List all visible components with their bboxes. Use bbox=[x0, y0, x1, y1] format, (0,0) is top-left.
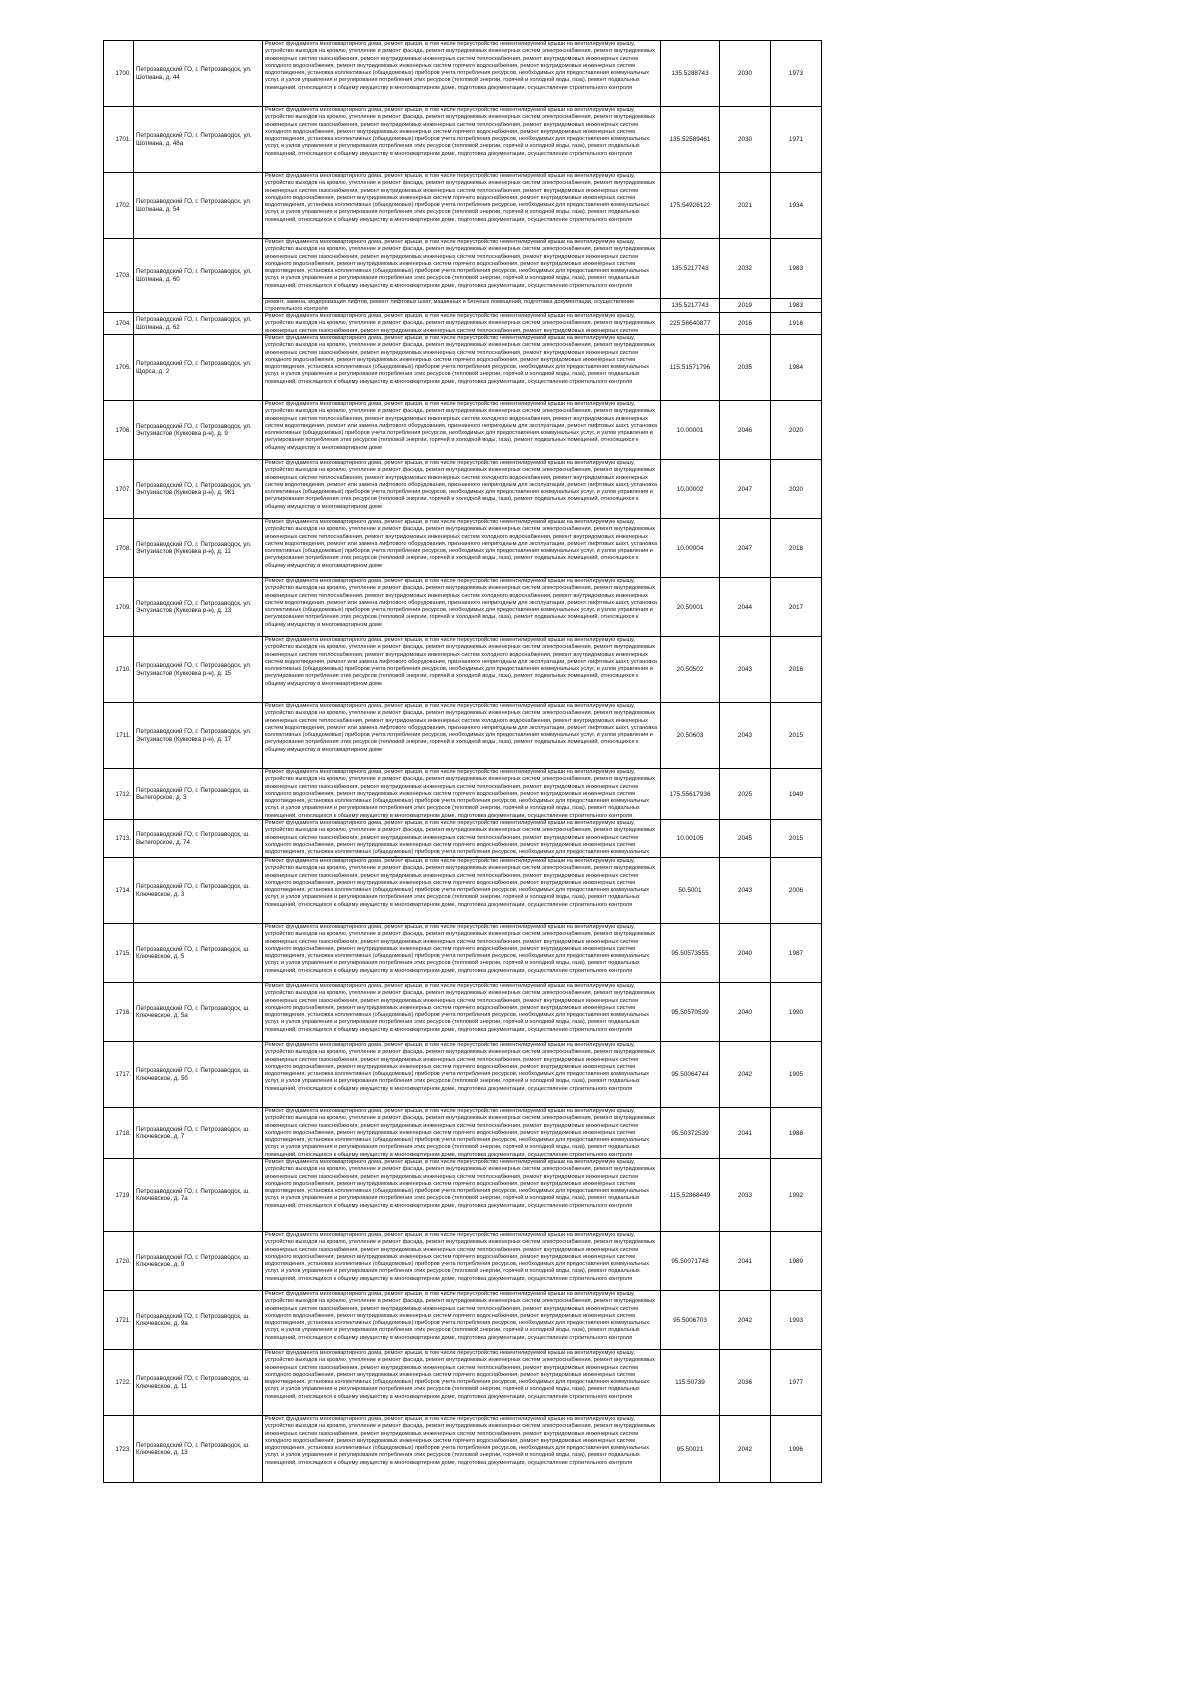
works-cell bbox=[263, 299, 661, 313]
year-cell: 2035 bbox=[720, 335, 771, 401]
works-cell bbox=[263, 578, 661, 637]
row-number-cell: 1720. bbox=[104, 1232, 134, 1291]
works-text: Ремонт фундамента многоквартирного дома, ремонт крыши, в том числе переустройство невентилируемой крыши на вентилируемую крышу, устройство выходов на кровлю, утепление и ремонт фасада, ремонт внутридомовых инженерных систем электроснабжения, ремонт внутридомовых инженерных систем газоснабжения, ремонт внутридомовых инженерных систем теплоснабжения, ремонт внутридомовых инженерных систем холодного водоснабжения, ремонт внутридомовых инженерных систем горячего водоснабжения, ремонт внутридомовых инженерных систем водоотведения, установка коллективных (общедомовых) приборов учета потребления ресурсов, необходимых для предоставления коммунальных услуг, и узлов управления и регулирования потребления этих ресурсов (тепловой энергии, горячей и холодной воды, газа), ремонт подвальных помещений, относящихся к общему имуществу в многоквартирном доме, подготовка документации, осуществление строительного контроля bbox=[265, 858, 655, 908]
works-text: Ремонт фундамента многоквартирного дома, ремонт крыши, в том числе переустройство невентилируемой крыши на вентилируемую крышу, устройство выходов на кровлю, утепление и ремонт фасада, ремонт внутридомовых инженерных систем электроснабжения, ремонт внутридомовых инженерных систем теплоснабжения, ремонт внутридомовых инженерных систем холодного водоснабжения, ремонт внутридомовых инженерных систем водоотведения, ремонт или замена лифтового оборудования, признанного непригодным для эксплуатации, ремонт лифтовых шахт, установка коллективных (общедомовых) приборов учета потребления ресурсов, необходимых для предоставления коммунальных услуг, и узлов управления и регулирования потребления этих ресурсов (тепловой энергии, горячей и холодной воды, газа), ремонт подвальных помещений, относящихся к общему имуществу в многоквартирном доме bbox=[265, 578, 658, 628]
year-cell: 2030 bbox=[720, 41, 771, 107]
works-cell bbox=[263, 335, 661, 401]
works-text: Ремонт фундамента многоквартирного дома, ремонт крыши, в том числе переустройство невентилируемой крыши на вентилируемую крышу, устройство выходов на кровлю, утепление и ремонт фасада, ремонт внутридомовых инженерных систем электроснабжения, ремонт внутридомовых инженерных систем газоснабжения, ремонт внутридомовых инженерных систем теплоснабжения, ремонт внутридомовых инженерных систем холодного водоснабжения, ремонт внутридомовых инженерных систем горячего водоснабжения, ремонт внутридомовых инженерных систем водоотведения, установка коллективных (общедомовых) приборов учета потребления ресурсов, необходимых для предоставления коммунальных услуг, и узлов управления и регулирования потребления этих ресурсов (тепловой энергии, горячей и холодной воды, газа), ремонт подвальных помещений, относящихся к общему имуществу в многоквартирном доме, подготовка документации, осуществление строительного контроля bbox=[265, 924, 655, 974]
built-cell: 1949 bbox=[771, 769, 822, 820]
cost-cell: 95.5006703 bbox=[661, 1291, 720, 1350]
table-row bbox=[104, 578, 822, 637]
row-number-cell: 1718. bbox=[104, 1108, 134, 1159]
year-cell: 2041 bbox=[720, 1232, 771, 1291]
address-cell: Петрозаводский ГО, г. Петрозаводск, ул. Энтузиастов (Кукковка р-н), д. 15 bbox=[134, 637, 263, 703]
built-cell: 1934 bbox=[771, 173, 822, 239]
table-row bbox=[104, 820, 822, 858]
address-cell: Петрозаводский ГО, г. Петрозаводск, ш. Ключевское, д. 7а bbox=[134, 1159, 263, 1232]
cost-cell: 10.00002 bbox=[661, 460, 720, 519]
cost-cell: 135.5217743 bbox=[661, 299, 720, 313]
works-cell bbox=[263, 703, 661, 769]
cost-cell: 20.50502 bbox=[661, 637, 720, 703]
row-number-cell: 1714. bbox=[104, 858, 134, 924]
works-text: Ремонт фундамента многоквартирного дома, ремонт крыши, в том числе переустройство невентилируемой крыши на вентилируемую крышу, устройство выходов на кровлю, утепление и ремонт фасада, ремонт внутридомовых инженерных систем электроснабжения, ремонт внутридомовых инженерных систем газоснабжения, ремонт внутридомовых инженерных систем теплоснабжения, ремонт внутридомовых инженерных систем холодного водоснабжения, ремонт внутридомовых инженерных систем горячего водоснабжения, ремонт внутридомовых инженерных систем водоотведения, установка коллективных (общедомовых) приборов учета потребления ресурсов, необходимых для предоставления коммунальных услуг, и узлов управления и регулирования потребления этих ресурсов (тепловой энергии, горячей и холодной воды, газа), ремонт подвальных помещений, относящихся к общему имуществу в многоквартирном доме, подготовка документации, осуществление строительного контроля bbox=[265, 41, 655, 91]
year-cell: 2044 bbox=[720, 578, 771, 637]
table-row bbox=[104, 460, 822, 519]
row-number-cell: 1711. bbox=[104, 703, 134, 769]
cost-cell: 10.00004 bbox=[661, 519, 720, 578]
works-cell bbox=[263, 1159, 661, 1232]
address-cell: Петрозаводский ГО, г. Петрозаводск, ш. Ключевское, д. 13 bbox=[134, 1416, 263, 1483]
works-text: Ремонт фундамента многоквартирного дома, ремонт крыши, в том числе переустройство невентилируемой крыши на вентилируемую крышу, устройство выходов на кровлю, утепление и ремонт фасада, ремонт внутридомовых инженерных систем электроснабжения, ремонт внутридомовых инженерных систем теплоснабжения, ремонт внутридомовых инженерных систем холодного водоснабжения, ремонт внутридомовых инженерных систем водоотведения, ремонт или замена лифтового оборудования, признанного непригодным для эксплуатации, ремонт лифтовых шахт, установка коллективных (общедомовых) приборов учета потребления ресурсов, необходимых для предоставления коммунальных услуг, и узлов управления и регулирования потребления этих ресурсов (тепловой энергии, горячей и холодной воды, газа), ремонт подвальных помещений, относящихся к общему имуществу в многоквартирном доме bbox=[265, 401, 658, 451]
year-cell: 2043 bbox=[720, 703, 771, 769]
works-cell bbox=[263, 858, 661, 924]
built-cell: 1995 bbox=[771, 1042, 822, 1108]
works-cell bbox=[263, 41, 661, 107]
cost-cell: 95.50573555 bbox=[661, 924, 720, 983]
year-cell: 2046 bbox=[720, 401, 771, 460]
works-cell bbox=[263, 924, 661, 983]
works-text: Ремонт фундамента многоквартирного дома, ремонт крыши, в том числе переустройство невентилируемой крыши на вентилируемую крышу, устройство выходов на кровлю, утепление и ремонт фасада, ремонт внутридомовых инженерных систем электроснабжения, ремонт внутридомовых инженерных систем теплоснабжения, ремонт внутридомовых инженерных систем холодного водоснабжения, ремонт внутридомовых инженерных систем водоотведения, ремонт или замена лифтового оборудования, признанного непригодным для эксплуатации, ремонт лифтовых шахт, установка коллективных (общедомовых) приборов учета потребления ресурсов, необходимых для предоставления коммунальных услуг, и узлов управления и регулирования потребления этих ресурсов (тепловой энергии, горячей и холодной воды, газа), ремонт подвальных помещений, относящихся к общему имуществу в многоквартирном доме bbox=[265, 703, 658, 753]
cost-cell: 175.54926122 bbox=[661, 173, 720, 239]
row-number-cell: 1715. bbox=[104, 924, 134, 983]
works-cell bbox=[263, 1042, 661, 1108]
table-row bbox=[104, 983, 822, 1042]
cost-cell: 175.55617936 bbox=[661, 769, 720, 820]
table-row bbox=[104, 1416, 822, 1483]
cost-cell: 115.50739 bbox=[661, 1350, 720, 1416]
year-cell: 2040 bbox=[720, 983, 771, 1042]
built-cell: 2020 bbox=[771, 460, 822, 519]
address-cell: Петрозаводский ГО, г. Петрозаводск, ш. Ключевское, д. 3 bbox=[134, 858, 263, 924]
works-cell bbox=[263, 173, 661, 239]
year-cell: 2047 bbox=[720, 519, 771, 578]
row-number-cell: 1712. bbox=[104, 769, 134, 820]
year-cell: 2043 bbox=[720, 858, 771, 924]
works-cell bbox=[263, 983, 661, 1042]
row-number-cell: 1723. bbox=[104, 1416, 134, 1483]
cost-cell: 135.5288743 bbox=[661, 41, 720, 107]
table-row bbox=[104, 1232, 822, 1291]
built-cell: 1977 bbox=[771, 1350, 822, 1416]
row-number-cell: 1719. bbox=[104, 1159, 134, 1232]
year-cell: 2040 bbox=[720, 924, 771, 983]
table-row bbox=[104, 401, 822, 460]
built-cell: 1973 bbox=[771, 41, 822, 107]
year-cell: 2042 bbox=[720, 1042, 771, 1108]
table-row bbox=[104, 858, 822, 924]
table-row bbox=[104, 239, 822, 299]
works-cell bbox=[263, 637, 661, 703]
row-number-cell: 1710. bbox=[104, 637, 134, 703]
works-cell bbox=[263, 1232, 661, 1291]
year-cell: 2047 bbox=[720, 460, 771, 519]
address-cell: Петрозаводский ГО, г. Петрозаводск, ул. Энтузиастов (Кукковка р-н), д. 9 bbox=[134, 401, 263, 460]
address-cell: Петрозаводский ГО, г. Петрозаводск, ш. Ключевское, д. 7 bbox=[134, 1108, 263, 1159]
table-row bbox=[104, 313, 822, 335]
row-number-cell: 1703. bbox=[104, 239, 134, 313]
row-number-cell: 1705. bbox=[104, 335, 134, 401]
table-row bbox=[104, 173, 822, 239]
row-number-cell: 1701. bbox=[104, 107, 134, 173]
works-cell bbox=[263, 107, 661, 173]
table-row bbox=[104, 335, 822, 401]
table-row bbox=[104, 769, 822, 820]
cost-cell: 20.50001 bbox=[661, 578, 720, 637]
year-cell: 2032 bbox=[720, 239, 771, 299]
works-text: Ремонт фундамента многоквартирного дома, ремонт крыши, в том числе переустройство невентилируемой крыши на вентилируемую крышу, устройство выходов на кровлю, утепление и ремонт фасада, ремонт внутридомовых инженерных систем электроснабжения, ремонт внутридомовых инженерных систем газоснабжения, ремонт внутридомовых инженерных систем теплоснабжения, ремонт внутридомовых инженерных систем холодного водоснабжения, ремонт внутридомовых инженерных систем горячего водоснабжения, ремонт внутридомовых инженерных систем водоотведения, установка коллективных (общедомовых) приборов учета потребления ресурсов, необходимых для предоставления коммунальных услуг, и узлов управления и регулирования потребления этих ресурсов (тепловой энергии, горячей и холодной воды, газа), ремонт подвальных помещений, относящихся к общему имуществу в многоквартирном доме, подготовка документации, осуществление строительного контроля bbox=[265, 769, 655, 819]
built-cell: 2015 bbox=[771, 820, 822, 858]
works-text: Ремонт фундамента многоквартирного дома, ремонт крыши, в том числе переустройство невентилируемой крыши на вентилируемую крышу, устройство выходов на кровлю, утепление и ремонт фасада, ремонт внутридомовых инженерных систем электроснабжения, ремонт внутридомовых инженерных систем газоснабжения, ремонт внутридомовых инженерных систем теплоснабжения, ремонт внутридомовых инженерных систем холодного водоснабжения, ремонт внутридомовых инженерных систем горячего водоснабжения, ремонт внутридомовых инженерных систем водоотведения, установка коллективных (общедомовых) приборов учета потребления ресурсов, необходимых для предоставления коммунальных услуг, и узлов управления и регулирования потребления этих ресурсов (тепловой энергии, горячей и холодной воды, газа), ремонт подвальных помещений, относящихся к общему имуществу в многоквартирном доме, подготовка документации, осуществление строительного контроля bbox=[265, 1108, 655, 1158]
year-cell: 2043 bbox=[720, 637, 771, 703]
year-cell: 2036 bbox=[720, 1350, 771, 1416]
built-cell: 2006 bbox=[771, 858, 822, 924]
address-cell: Петрозаводский ГО, г. Петрозаводск, ш. Ключевское, д. 5 bbox=[134, 924, 263, 983]
year-cell: 2042 bbox=[720, 1291, 771, 1350]
table-row bbox=[104, 1350, 822, 1416]
row-number-cell: 1709. bbox=[104, 578, 134, 637]
row-number-cell: 1716. bbox=[104, 983, 134, 1042]
works-cell bbox=[263, 239, 661, 299]
row-number-cell: 1700. bbox=[104, 41, 134, 107]
built-cell: 1987 bbox=[771, 924, 822, 983]
works-text: Ремонт фундамента многоквартирного дома, ремонт крыши, в том числе переустройство невентилируемой крыши на вентилируемую крышу, устройство выходов на кровлю, утепление и ремонт фасада, ремонт внутридомовых инженерных систем электроснабжения, ремонт внутридомовых инженерных систем газоснабжения, ремонт внутридомовых инженерных систем теплоснабжения, ремонт внутридомовых инженерных систем холодного водоснабжения, ремонт внутридомовых инженерных систем горячего водоснабжения, ремонт внутридомовых инженерных систем водоотведения, установка коллективных (общедомовых) приборов учета потребления ресурсов, необходимых для предоставления коммунальных услуг, и узлов управления и регулирования потребления этих ресурсов (тепловой энергии, горячей и холодной воды, газа), ремонт подвальных помещений, относящихся к общему имуществу в многоквартирном доме, подготовка документации, осуществление строительного контроля bbox=[265, 1159, 655, 1209]
capital-repair-table bbox=[103, 40, 822, 1483]
cost-cell: 115.52868449 bbox=[661, 1159, 720, 1232]
works-text: Ремонт фундамента многоквартирного дома, ремонт крыши, в том числе переустройство невентилируемой крыши на вентилируемую крышу, устройство выходов на кровлю, утепление и ремонт фасада, ремонт внутридомовых инженерных систем электроснабжения, ремонт внутридомовых инженерных систем газоснабжения, ремонт внутридомовых инженерных систем теплоснабжения, ремонт внутридомовых инженерных систем холодного водоснабжения, ремонт внутридомовых инженерных систем горячего водоснабжения, ремонт внутридомовых инженерных систем водоотведения, установка коллективных (общедомовых) приборов учета потребления ресурсов, необходимых для предоставления коммунальных услуг, и узлов управления и регулирования потребления этих ресурсов (тепловой энергии, горячей и холодной воды, газа), ремонт подвальных помещений, относящихся к общему имуществу в многоквартирном доме, подготовка документации, осуществление строительного контроля bbox=[265, 1416, 655, 1466]
built-cell: 2015 bbox=[771, 703, 822, 769]
works-text: Ремонт фундамента многоквартирного дома, ремонт крыши, в том числе переустройство невентилируемой крыши на вентилируемую крышу, устройство выходов на кровлю, утепление и ремонт фасада, ремонт внутридомовых инженерных систем электроснабжения, ремонт внутридомовых инженерных систем газоснабжения, ремонт внутридомовых инженерных систем теплоснабжения, ремонт внутридомовых инженерных систем холодного водоснабжения, ремонт внутридомовых инженерных систем горячего водоснабжения, ремонт внутридомовых инженерных систем водоотведения, установка коллективных (общедомовых) приборов учета потребления ресурсов, необходимых для предоставления коммунальных bbox=[265, 820, 655, 856]
address-cell: Петрозаводский ГО, г. Петрозаводск, ш. Ключевское, д. 9 bbox=[134, 1232, 263, 1291]
year-cell: 2016 bbox=[720, 313, 771, 335]
cost-cell: 95.50372539 bbox=[661, 1108, 720, 1159]
works-cell bbox=[263, 1291, 661, 1350]
row-number-cell: 1706. bbox=[104, 401, 134, 460]
cost-cell: 10.00105 bbox=[661, 820, 720, 858]
address-cell: Петрозаводский ГО, г. Петрозаводск, ш. Вытегорское, д. 74 bbox=[134, 820, 263, 858]
table-row bbox=[104, 519, 822, 578]
built-cell: 2018 bbox=[771, 519, 822, 578]
built-cell: 1916 bbox=[771, 313, 822, 335]
row-number-cell: 1707. bbox=[104, 460, 134, 519]
row-number-cell: 1708. bbox=[104, 519, 134, 578]
cost-cell: 95.50064744 bbox=[661, 1042, 720, 1108]
address-cell: Петрозаводский ГО, г. Петрозаводск, ул. Энтузиастов (Кукковка р-н), д. 13 bbox=[134, 578, 263, 637]
works-text: Ремонт фундамента многоквартирного дома, ремонт крыши, в том числе переустройство невентилируемой крыши на вентилируемую крышу, устройство выходов на кровлю, утепление и ремонт фасада, ремонт внутридомовых инженерных систем электроснабжения, ремонт внутридомовых инженерных систем газоснабжения, ремонт внутридомовых инженерных систем теплоснабжения, ремонт внутридомовых инженерных систем холодного водоснабжения, ремонт внутридомовых инженерных систем горячего водоснабжения, ремонт внутридомовых инженерных систем водоотведения, установка коллективных (общедомовых) приборов учета потребления ресурсов, необходимых для предоставления коммунальных услуг, и узлов управления и регулирования потребления этих ресурсов (тепловой энергии, горячей и холодной воды, газа), ремонт подвальных помещений, относящихся к общему имуществу в многоквартирном доме, подготовка документации, осуществление строительного контроля bbox=[265, 239, 655, 289]
table-row bbox=[104, 1159, 822, 1232]
works-cell bbox=[263, 1416, 661, 1483]
works-cell bbox=[263, 313, 661, 335]
table-row bbox=[104, 637, 822, 703]
cost-cell: 135.5217743 bbox=[661, 239, 720, 299]
table-row bbox=[104, 924, 822, 983]
table-row bbox=[104, 1042, 822, 1108]
works-cell bbox=[263, 1108, 661, 1159]
address-cell: Петрозаводский ГО, г. Петрозаводск, ул. Шотмана, д. 60 bbox=[134, 239, 263, 313]
built-cell: 1984 bbox=[771, 335, 822, 401]
works-text: Ремонт фундамента многоквартирного дома, ремонт крыши, в том числе переустройство невентилируемой крыши на вентилируемую крышу, устройство выходов на кровлю, утепление и ремонт фасада, ремонт внутридомовых инженерных систем электроснабжения, ремонт внутридомовых инженерных систем газоснабжения, ремонт внутридомовых инженерных систем теплоснабжения, ремонт внутридомовых инженерных систем холодного водоснабжения, ремонт внутридомовых инженерных систем горячего водоснабжения, ремонт внутридомовых инженерных систем водоотведения, установка коллективных (общедомовых) приборов учета потребления ресурсов, необходимых для предоставления коммунальных услуг, и узлов управления и регулирования потребления этих ресурсов (тепловой энергии, горячей и холодной воды, газа), ремонт подвальных помещений, относящихся к общему имуществу в многоквартирном доме, подготовка документации, осуществление строительного контроля bbox=[265, 1232, 655, 1282]
works-text: ремонт, замена, модернизация лифтов, ремонт лифтовых шахт, машинных и блочных помещений, подготовка документации, осуществление строительного контроля bbox=[265, 299, 635, 312]
row-number-cell: 1713. bbox=[104, 820, 134, 858]
year-cell: 2021 bbox=[720, 173, 771, 239]
cost-cell: 95.50071748 bbox=[661, 1232, 720, 1291]
table-row bbox=[104, 1291, 822, 1350]
built-cell: 1989 bbox=[771, 1232, 822, 1291]
cost-cell: 20.50603 bbox=[661, 703, 720, 769]
works-text: Ремонт фундамента многоквартирного дома, ремонт крыши, в том числе переустройство невентилируемой крыши на вентилируемую крышу, устройство выходов на кровлю, утепление и ремонт фасада, ремонт внутридомовых инженерных систем электроснабжения, ремонт внутридомовых инженерных систем газоснабжения, ремонт внутридомовых инженерных систем теплоснабжения, ремонт внутридомовых инженерных систем холодного водоснабжения, ремонт внутридомовых инженерных систем горячего водоснабжения, ремонт внутридомовых инженерных систем водоотведения, установка коллективных (общедомовых) приборов учета потребления ресурсов, необходимых для предоставления коммунальных услуг, и узлов управления и регулирования потребления этих ресурсов (тепловой энергии, горячей и холодной воды, газа), ремонт подвальных помещений, относящихся к общему имуществу в многоквартирном доме, подготовка документации, осуществление строительного контроля bbox=[265, 107, 655, 157]
row-number-cell: 1702. bbox=[104, 173, 134, 239]
built-cell: 1988 bbox=[771, 1108, 822, 1159]
address-cell: Петрозаводский ГО, г. Петрозаводск, ш. Ключевское, д. 5а bbox=[134, 983, 263, 1042]
table-row bbox=[104, 703, 822, 769]
address-cell: Петрозаводский ГО, г. Петрозаводск, ш. Ключевское, д. 5б bbox=[134, 1042, 263, 1108]
cost-cell: 50.5001 bbox=[661, 858, 720, 924]
cost-cell: 135.52589461 bbox=[661, 107, 720, 173]
cost-cell: 225.56640877 bbox=[661, 313, 720, 335]
table-row bbox=[104, 107, 822, 173]
address-cell: Петрозаводский ГО, г. Петрозаводск, ул. Шотмана, д. 62 bbox=[134, 313, 263, 335]
built-cell: 1992 bbox=[771, 1159, 822, 1232]
address-cell: Петрозаводский ГО, г. Петрозаводск, ул. Шотмана, д. 48а bbox=[134, 107, 263, 173]
year-cell: 2030 bbox=[720, 107, 771, 173]
year-cell: 2019 bbox=[720, 299, 771, 313]
row-number-cell: 1722. bbox=[104, 1350, 134, 1416]
works-cell bbox=[263, 460, 661, 519]
cost-cell: 10.00001 bbox=[661, 401, 720, 460]
year-cell: 2041 bbox=[720, 1108, 771, 1159]
works-text: Ремонт фундамента многоквартирного дома, ремонт крыши, в том числе переустройство невентилируемой крыши на вентилируемую крышу, устройство выходов на кровлю, утепление и ремонт фасада, ремонт внутридомовых инженерных систем электроснабжения, ремонт внутридомовых инженерных систем газоснабжения, ремонт внутридомовых инженерных систем теплоснабжения, ремонт внутридомовых инженерных систем bbox=[265, 313, 655, 334]
built-cell: 1971 bbox=[771, 107, 822, 173]
works-text: Ремонт фундамента многоквартирного дома, ремонт крыши, в том числе переустройство невентилируемой крыши на вентилируемую крышу, устройство выходов на кровлю, утепление и ремонт фасада, ремонт внутридомовых инженерных систем электроснабжения, ремонт внутридомовых инженерных систем газоснабжения, ремонт внутридомовых инженерных систем теплоснабжения, ремонт внутридомовых инженерных систем холодного водоснабжения, ремонт внутридомовых инженерных систем горячего водоснабжения, ремонт внутридомовых инженерных систем водоотведения, установка коллективных (общедомовых) приборов учета потребления ресурсов, необходимых для предоставления коммунальных услуг, и узлов управления и регулирования потребления этих ресурсов (тепловой энергии, горячей и холодной воды, газа), ремонт подвальных помещений, относящихся к общему имуществу в многоквартирном доме, подготовка документации, осуществление строительного контроля bbox=[265, 1350, 655, 1400]
built-cell: 2020 bbox=[771, 401, 822, 460]
address-cell: Петрозаводский ГО, г. Петрозаводск, ш. Ключевское, д. 9а bbox=[134, 1291, 263, 1350]
built-cell: 1983 bbox=[771, 239, 822, 299]
cost-cell: 95.50570539 bbox=[661, 983, 720, 1042]
works-cell bbox=[263, 1350, 661, 1416]
works-text: Ремонт фундамента многоквартирного дома, ремонт крыши, в том числе переустройство невентилируемой крыши на вентилируемую крышу, устройство выходов на кровлю, утепление и ремонт фасада, ремонт внутридомовых инженерных систем электроснабжения, ремонт внутридомовых инженерных систем газоснабжения, ремонт внутридомовых инженерных систем теплоснабжения, ремонт внутридомовых инженерных систем холодного водоснабжения, ремонт внутридомовых инженерных систем горячего водоснабжения, ремонт внутридомовых инженерных систем водоотведения, установка коллективных (общедомовых) приборов учета потребления ресурсов, необходимых для предоставления коммунальных услуг, и узлов управления и регулирования потребления этих ресурсов (тепловой энергии, горячей и холодной воды, газа), ремонт подвальных помещений, относящихся к общему имуществу в многоквартирном доме, подготовка документации, осуществление строительного контроля bbox=[265, 173, 655, 223]
cost-cell: 95.50021 bbox=[661, 1416, 720, 1483]
year-cell: 2045 bbox=[720, 820, 771, 858]
works-table-sheet bbox=[103, 40, 811, 1483]
built-cell: 2017 bbox=[771, 578, 822, 637]
year-cell: 2042 bbox=[720, 1416, 771, 1483]
built-cell: 1996 bbox=[771, 1416, 822, 1483]
table-row bbox=[104, 1108, 822, 1159]
address-cell: Петрозаводский ГО, г. Петрозаводск, ш. Ключевское, д. 11 bbox=[134, 1350, 263, 1416]
works-cell bbox=[263, 820, 661, 858]
works-text: Ремонт фундамента многоквартирного дома, ремонт крыши, в том числе переустройство невентилируемой крыши на вентилируемую крышу, устройство выходов на кровлю, утепление и ремонт фасада, ремонт внутридомовых инженерных систем электроснабжения, ремонт внутридомовых инженерных систем газоснабжения, ремонт внутридомовых инженерных систем теплоснабжения, ремонт внутридомовых инженерных систем холодного водоснабжения, ремонт внутридомовых инженерных систем горячего водоснабжения, ремонт внутридомовых инженерных систем водоотведения, установка коллективных (общедомовых) приборов учета потребления ресурсов, необходимых для предоставления коммунальных услуг, и узлов управления и регулирования потребления этих ресурсов (тепловой энергии, горячей и холодной воды, газа), ремонт подвальных помещений, относящихся к общему имуществу в многоквартирном доме, подготовка документации, осуществление строительного контроля bbox=[265, 1042, 655, 1092]
cost-cell: 115.51571796 bbox=[661, 335, 720, 401]
address-cell: Петрозаводский ГО, г. Петрозаводск, ул. Щорса, д. 2 bbox=[134, 335, 263, 401]
address-cell: Петрозаводский ГО, г. Петрозаводск, ш. Вытегорское, д. 3 bbox=[134, 769, 263, 820]
works-text: Ремонт фундамента многоквартирного дома, ремонт крыши, в том числе переустройство невентилируемой крыши на вентилируемую крышу, устройство выходов на кровлю, утепление и ремонт фасада, ремонт внутридомовых инженерных систем электроснабжения, ремонт внутридомовых инженерных систем газоснабжения, ремонт внутридомовых инженерных систем теплоснабжения, ремонт внутридомовых инженерных систем холодного водоснабжения, ремонт внутридомовых инженерных систем горячего водоснабжения, ремонт внутридомовых инженерных систем водоотведения, установка коллективных (общедомовых) приборов учета потребления ресурсов, необходимых для предоставления коммунальных услуг, и узлов управления и регулирования потребления этих ресурсов (тепловой энергии, горячей и холодной воды, газа), ремонт подвальных помещений, относящихся к общему имуществу в многоквартирном доме, подготовка документации, осуществление строительного контроля bbox=[265, 335, 655, 385]
table-row bbox=[104, 41, 822, 107]
built-cell: 1993 bbox=[771, 1291, 822, 1350]
address-cell: Петрозаводский ГО, г. Петрозаводск, ул. Энтузиастов (Кукковка р-н), д. 17 bbox=[134, 703, 263, 769]
works-cell bbox=[263, 401, 661, 460]
row-number-cell: 1704. bbox=[104, 313, 134, 335]
works-text: Ремонт фундамента многоквартирного дома, ремонт крыши, в том числе переустройство невентилируемой крыши на вентилируемую крышу, устройство выходов на кровлю, утепление и ремонт фасада, ремонт внутридомовых инженерных систем электроснабжения, ремонт внутридомовых инженерных систем газоснабжения, ремонт внутридомовых инженерных систем теплоснабжения, ремонт внутридомовых инженерных систем холодного водоснабжения, ремонт внутридомовых инженерных систем горячего водоснабжения, ремонт внутридомовых инженерных систем водоотведения, установка коллективных (общедомовых) приборов учета потребления ресурсов, необходимых для предоставления коммунальных услуг, и узлов управления и регулирования потребления этих ресурсов (тепловой энергии, горячей и холодной воды, газа), ремонт подвальных помещений, относящихся к общему имуществу в многоквартирном доме, подготовка документации, осуществление строительного контроля bbox=[265, 1291, 655, 1341]
address-cell: Петрозаводский ГО, г. Петрозаводск, ул. Шотмана, д. 54 bbox=[134, 173, 263, 239]
built-cell: 1990 bbox=[771, 983, 822, 1042]
built-cell: 1983 bbox=[771, 299, 822, 313]
year-cell: 2025 bbox=[720, 769, 771, 820]
works-cell bbox=[263, 519, 661, 578]
year-cell: 2033 bbox=[720, 1159, 771, 1232]
works-text: Ремонт фундамента многоквартирного дома, ремонт крыши, в том числе переустройство невентилируемой крыши на вентилируемую крышу, устройство выходов на кровлю, утепление и ремонт фасада, ремонт внутридомовых инженерных систем электроснабжения, ремонт внутридомовых инженерных систем теплоснабжения, ремонт внутридомовых инженерных систем холодного водоснабжения, ремонт внутридомовых инженерных систем водоотведения, ремонт или замена лифтового оборудования, признанного непригодным для эксплуатации, ремонт лифтовых шахт, установка коллективных (общедомовых) приборов учета потребления ресурсов, необходимых для предоставления коммунальных услуг, и узлов управления и регулирования потребления этих ресурсов (тепловой энергии, горячей и холодной воды, газа), ремонт подвальных помещений, относящихся к общему имуществу в многоквартирном доме bbox=[265, 637, 658, 687]
row-number-cell: 1721. bbox=[104, 1291, 134, 1350]
works-text: Ремонт фундамента многоквартирного дома, ремонт крыши, в том числе переустройство невентилируемой крыши на вентилируемую крышу, устройство выходов на кровлю, утепление и ремонт фасада, ремонт внутридомовых инженерных систем электроснабжения, ремонт внутридомовых инженерных систем газоснабжения, ремонт внутридомовых инженерных систем теплоснабжения, ремонт внутридомовых инженерных систем холодного водоснабжения, ремонт внутридомовых инженерных систем горячего водоснабжения, ремонт внутридомовых инженерных систем водоотведения, установка коллективных (общедомовых) приборов учета потребления ресурсов, необходимых для предоставления коммунальных услуг, и узлов управления и регулирования потребления этих ресурсов (тепловой энергии, горячей и холодной воды, газа), ремонт подвальных помещений, относящихся к общему имуществу в многоквартирном доме, подготовка документации, осуществление строительного контроля bbox=[265, 983, 655, 1033]
address-cell: Петрозаводский ГО, г. Петрозаводск, ул. Энтузиастов (Кукковка р-н), д. 11 bbox=[134, 519, 263, 578]
works-text: Ремонт фундамента многоквартирного дома, ремонт крыши, в том числе переустройство невентилируемой крыши на вентилируемую крышу, устройство выходов на кровлю, утепление и ремонт фасада, ремонт внутридомовых инженерных систем электроснабжения, ремонт внутридомовых инженерных систем теплоснабжения, ремонт внутридомовых инженерных систем холодного водоснабжения, ремонт внутридомовых инженерных систем водоотведения, ремонт или замена лифтового оборудования, признанного непригодным для эксплуатации, ремонт лифтовых шахт, установка коллективных (общедомовых) приборов учета потребления ресурсов, необходимых для предоставления коммунальных услуг, и узлов управления и регулирования потребления этих ресурсов (тепловой энергии, горячей и холодной воды, газа), ремонт подвальных помещений, относящихся к общему имуществу в многоквартирном доме bbox=[265, 519, 658, 569]
works-text: Ремонт фундамента многоквартирного дома, ремонт крыши, в том числе переустройство невентилируемой крыши на вентилируемую крышу, устройство выходов на кровлю, утепление и ремонт фасада, ремонт внутридомовых инженерных систем электроснабжения, ремонт внутридомовых инженерных систем теплоснабжения, ремонт внутридомовых инженерных систем холодного водоснабжения, ремонт внутридомовых инженерных систем водоотведения, ремонт или замена лифтового оборудования, признанного непригодным для эксплуатации, ремонт лифтовых шахт, установка коллективных (общедомовых) приборов учета потребления ресурсов, необходимых для предоставления коммунальных услуг, и узлов управления и регулирования потребления этих ресурсов (тепловой энергии, горячей и холодной воды, газа), ремонт подвальных помещений, относящихся к общему имуществу в многоквартирном доме bbox=[265, 460, 658, 510]
row-number-cell: 1717. bbox=[104, 1042, 134, 1108]
works-cell bbox=[263, 769, 661, 820]
table-body bbox=[104, 41, 822, 1483]
address-cell: Петрозаводский ГО, г. Петрозаводск, ул. Энтузиастов (Кукковка р-н), д. 9К1 bbox=[134, 460, 263, 519]
built-cell: 2016 bbox=[771, 637, 822, 703]
address-cell: Петрозаводский ГО, г. Петрозаводск, ул. Шотмана, д. 44 bbox=[134, 41, 263, 107]
